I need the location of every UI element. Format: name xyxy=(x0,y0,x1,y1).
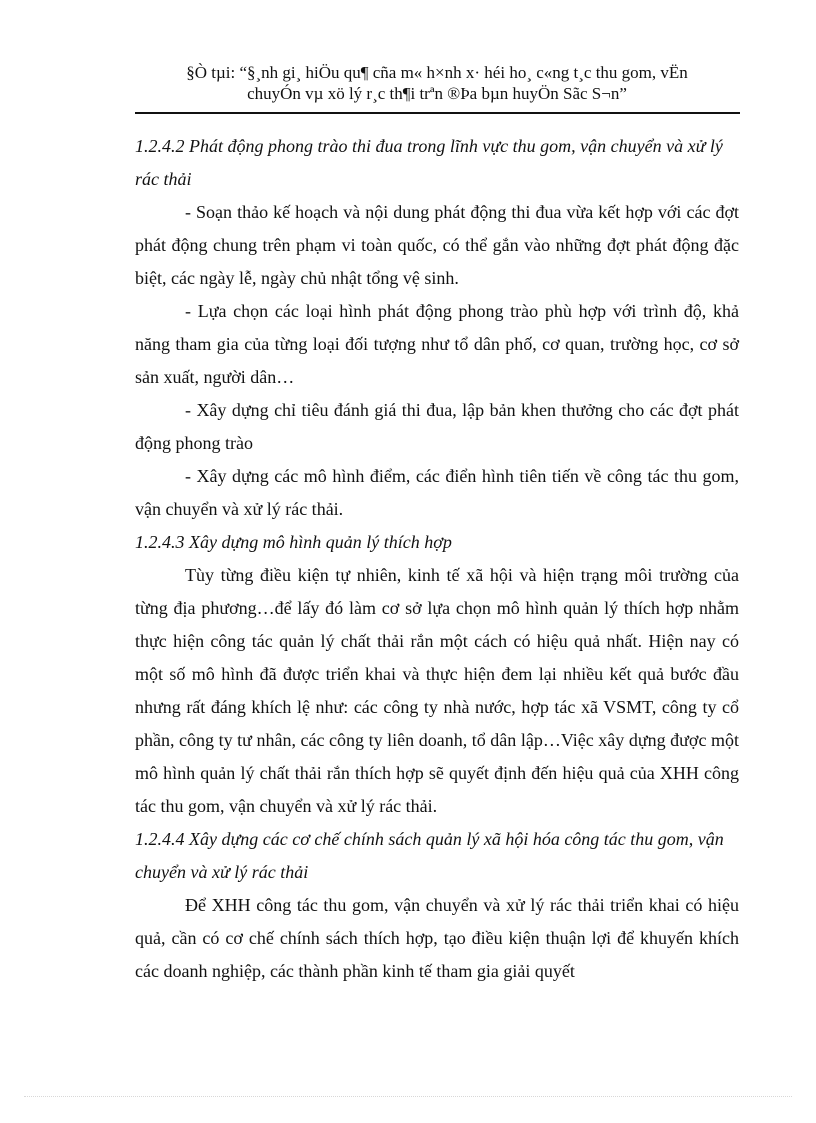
section-heading-1-2-4-3: 1.2.4.3 Xây dựng mô hình quản lý thích hợp xyxy=(135,532,452,552)
paragraph: - Soạn thảo kế hoạch và nội dung phát động thi đua vừa kết hợp với các đợt phát động chung trên phạm vi toàn quốc, có thể gắn vào những đợt phát động đặc biệt, các ngày lễ, ngày chủ nhật tổng vệ sinh. xyxy=(135,202,739,288)
section-heading-1-2-4-4: 1.2.4.4 Xây dựng các cơ chế chính sách quản lý xã hội hóa công tác thu gom, vận chuyển và xử lý rác thải xyxy=(135,829,724,882)
header-divider xyxy=(135,112,740,114)
header-line-1: §Ò tµi: “§¸nh gi¸ hiÖu qu¶ cña m« h×nh x· héi ho¸ c«ng t¸c thu gom, vËn xyxy=(186,63,688,82)
paragraph: Để XHH công tác thu gom, vận chuyển và xử lý rác thải triển khai có hiệu quả, cần có cơ chế chính sách thích hợp, tạo điều kiện thuận lợi để khuyến khích các doanh nghiệp, các thành phần kinh tế tham gia giải quyết xyxy=(135,895,739,981)
section-heading-1-2-4-2: 1.2.4.2 Phát động phong trào thi đua trong lĩnh vực thu gom, vận chuyển và xử lý rác thải xyxy=(135,136,723,189)
paragraph: - Xây dựng các mô hình điểm, các điển hình tiên tiến về công tác thu gom, vận chuyển và xử lý rác thải. xyxy=(135,466,739,519)
paragraph: Tùy từng điều kiện tự nhiên, kinh tế xã hội và hiện trạng môi trường của từng địa phương…để lấy đó làm cơ sở lựa chọn mô hình quản lý thích hợp nhằm thực hiện công tác quản lý chất thải rắn một cách có hiệu quả nhất. Hiện nay có một số mô hình đã được triển khai và thực hiện đem lại nhiều kết quả bước đầu nhưng rất đáng khích lệ như: các công ty nhà nước, hợp tác xã VSMT, công ty cổ phần, công ty tư nhân, các công ty liên doanh, tổ dân lập…Việc xây dựng được một mô hình quản lý chất thải rắn thích hợp sẽ quyết định đến hiệu quả của XHH công tác thu gom, vận chuyển và xử lý rác thải. xyxy=(135,565,739,816)
paragraph: - Lựa chọn các loại hình phát động phong trào phù hợp với trình độ, khả năng tham gia của từng loại đối tượng như tổ dân phố, cơ quan, trường học, cơ sở sản xuất, người dân… xyxy=(135,301,739,387)
page-header xyxy=(135,62,739,104)
page-bottom-divider xyxy=(24,1096,792,1097)
document-body xyxy=(135,130,739,988)
header-line-2: chuyÓn vµ xö lý r¸c th¶i trªn ®Þa bµn huyÖn Sãc S¬n” xyxy=(247,84,627,103)
paragraph: - Xây dựng chỉ tiêu đánh giá thi đua, lập bản khen thưởng cho các đợt phát động phong trào xyxy=(135,400,739,453)
